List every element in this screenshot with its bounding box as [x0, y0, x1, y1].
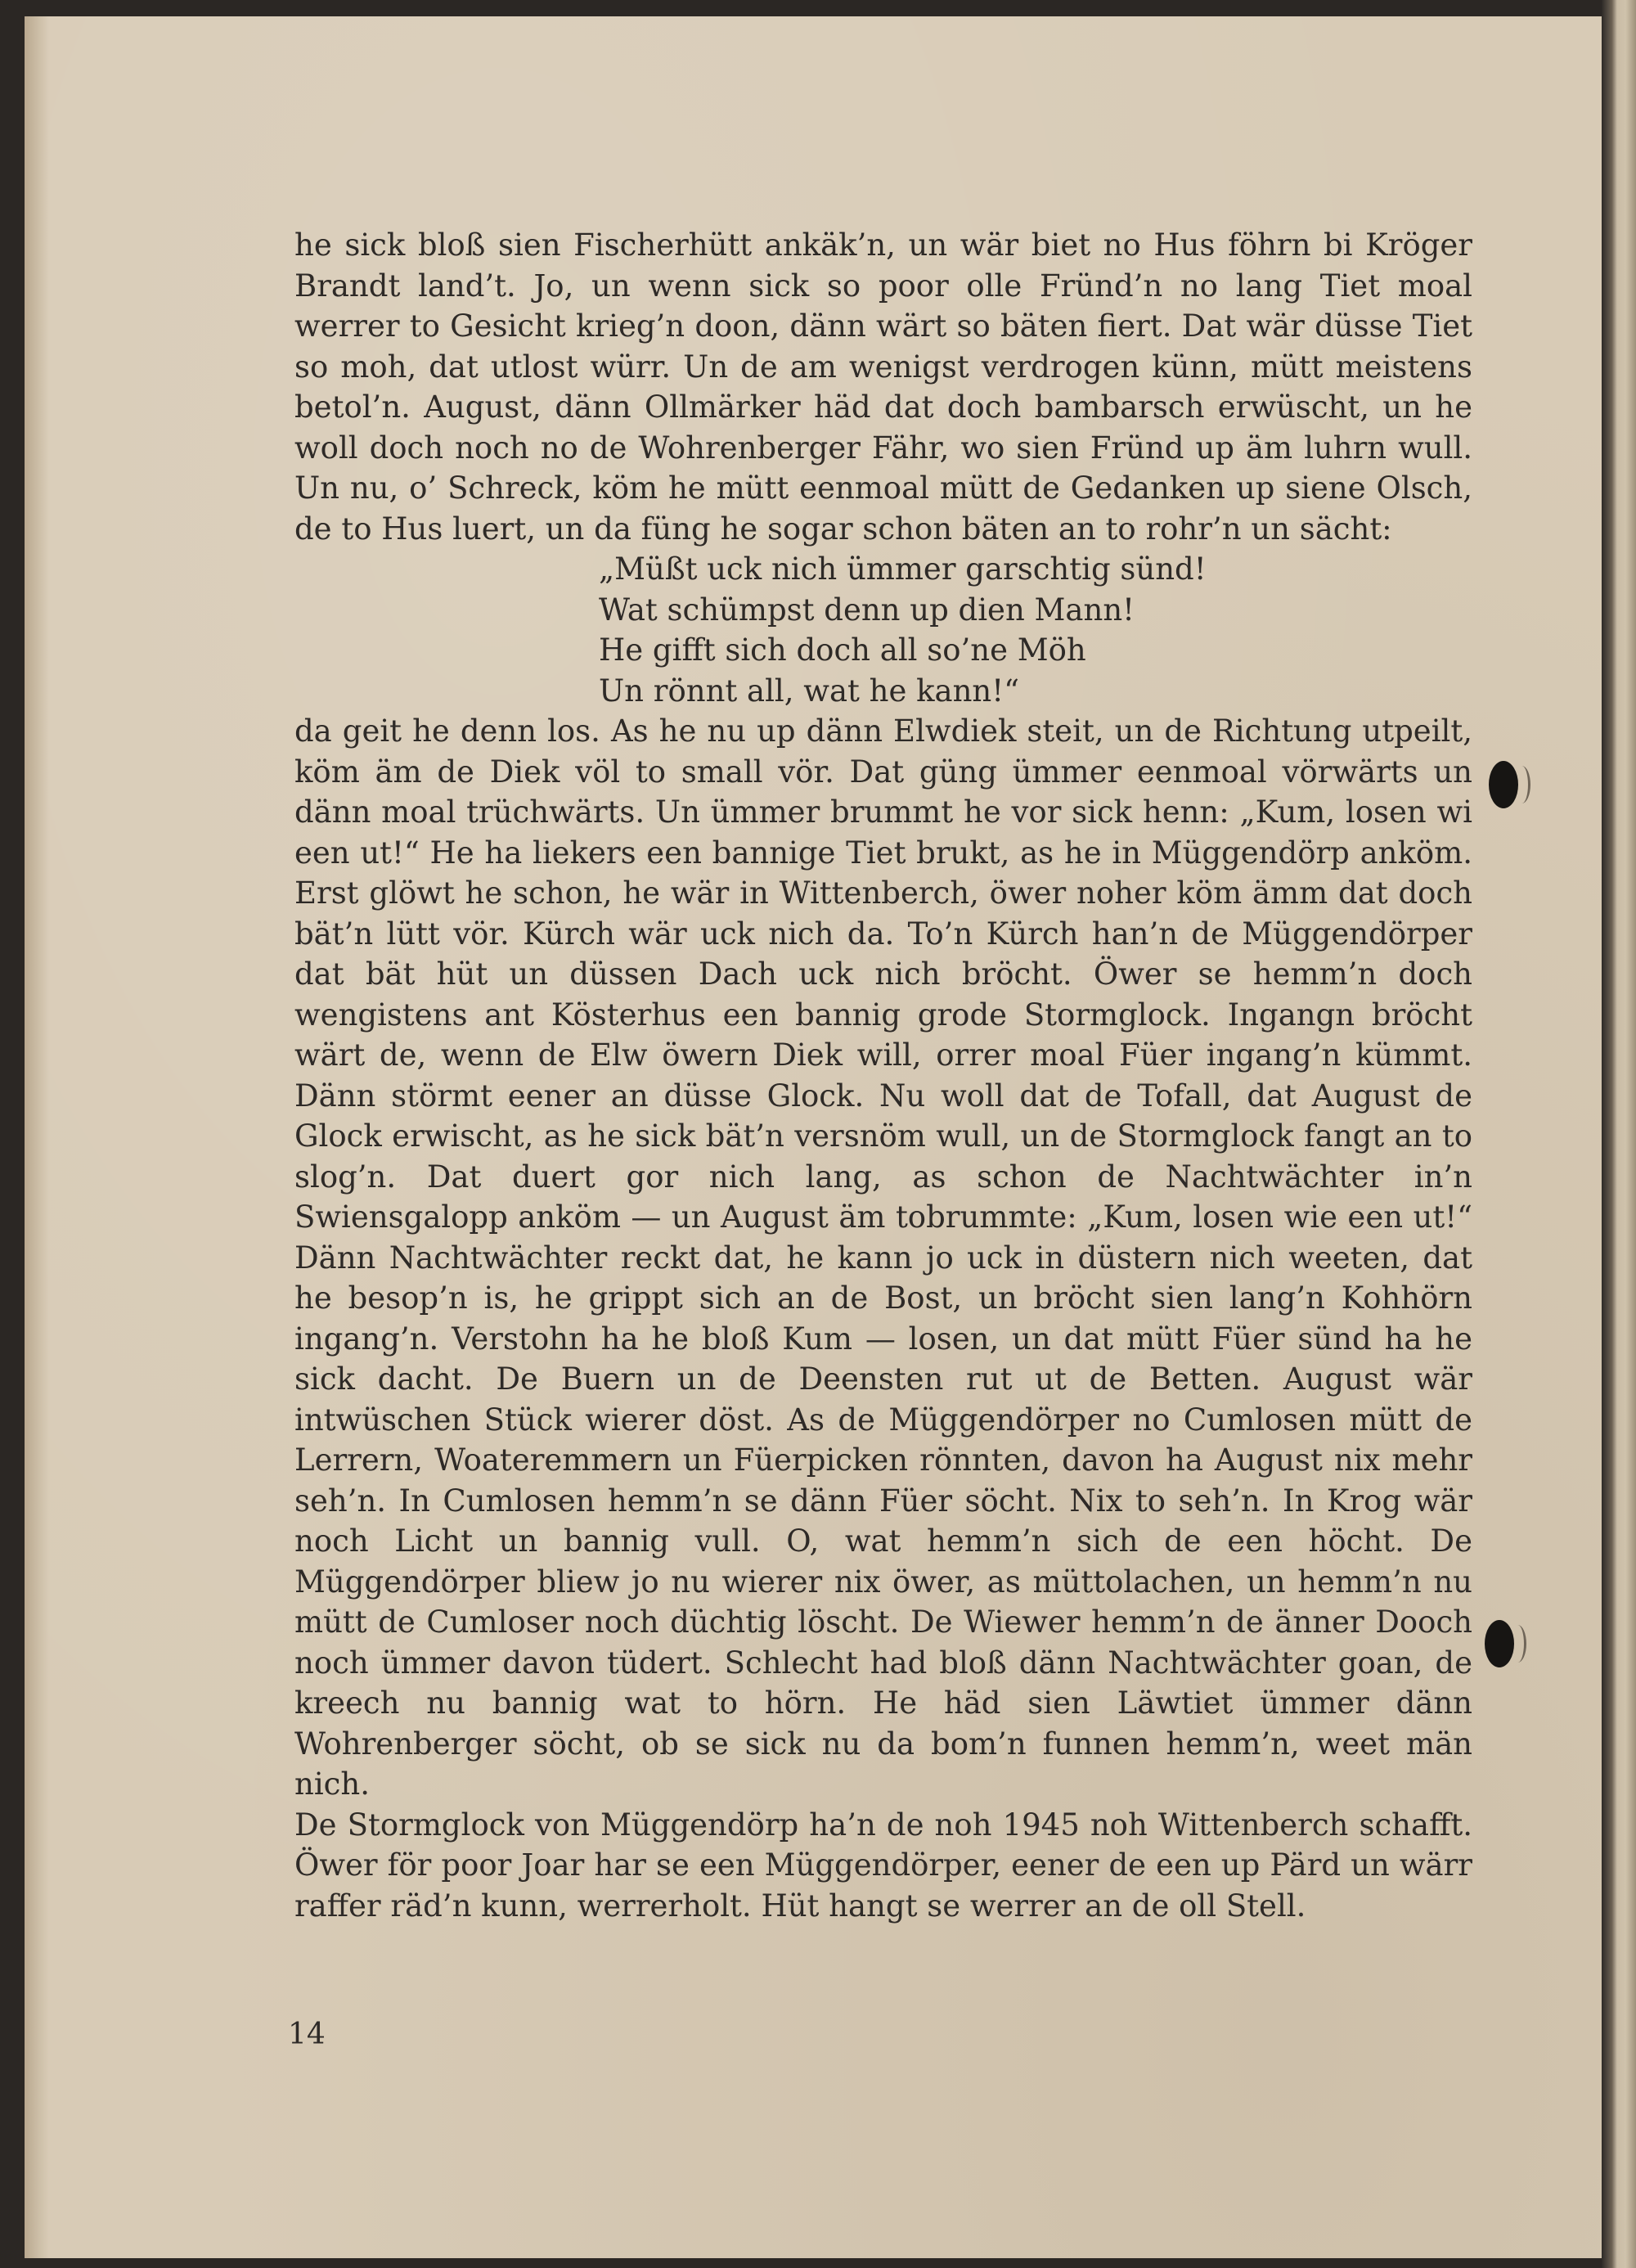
binding-hole-bottom	[1485, 1620, 1514, 1667]
binding-hole-top	[1489, 761, 1518, 808]
paragraph-3: De Stormglock von Müggendörp ha’n de noh 1945 noh Wittenberch schafft. Öwer för poor Joar har se een Müggendörper, eener de een up Pärd un wärr raffer räd’n kunn, werrerholt. Hüt hangt se werrer an de oll Stell.	[294, 1807, 1472, 1924]
verse-line: He gifft sich doch all so’ne Möh	[599, 632, 1086, 668]
book-page	[25, 16, 1603, 2258]
body-text	[294, 225, 1472, 1926]
verse-line: Un rönnt all, wat he kann!“	[599, 673, 1020, 709]
page-left-edge	[25, 16, 49, 2258]
verse-line: Wat schümpst denn up dien Mann!	[599, 592, 1135, 628]
verse-line: „Müßt uck nich ümmer garschtig sünd!	[599, 551, 1207, 587]
verse-block	[599, 549, 1472, 711]
page-number: 14	[288, 2018, 326, 2051]
paragraph-1: he sick bloß sien Fischerhütt ankäk’n, un wär biet no Hus föhrn bi Kröger Brandt land’t. Jo, un wenn sick so poor olle Fründ’n no lang Tiet moal werrer to Gesicht krieg’n doon, dänn wärt so bäten fiert. Dat wär düsse Tiet so moh, dat utlost würr. Un de am wenigst verdrogen künn, mütt meistens betol’n. August, dänn Ollmärker häd dat doch bambarsch erwüscht, un he woll doch noch no de Wohrenberger Fähr, wo sien Fründ up äm luhrn wull. Un nu, o’ Schreck, köm he mütt eenmoal mütt de Gedanken up siene Olsch, de to Hus luert, un da füng he sogar schon bäten an to rohr’n un sächt:	[294, 227, 1472, 547]
book-binding	[1602, 0, 1636, 2268]
paragraph-2: da geit he denn los. As he nu up dänn Elwdiek steit, un de Richtung utpeilt, köm äm de Diek völ to small vör. Dat güng ümmer eenmoal vörwärts un dänn moal trüchwärts. Un ümmer brummt he vor sick henn: „Kum, losen wi een ut!“ He ha liekers een bannige Tiet brukt, as he in Müggendörp anköm. Erst glöwt he schon, he wär in Wittenberch, öwer noher köm ämm dat doch bät’n lütt vör. Kürch wär uck nich da. To’n Kürch han’n de Müggendörper dat bät hüt un düssen Dach uck nich bröcht. Öwer se hemm’n doch wengistens ant Kösterhus een bannig grode Stormglock. Ingangn bröcht wärt de, wenn de Elw öwern Diek will, orrer moal Füer ingang’n kümmt. Dänn störmt eener an düsse Glock. Nu woll dat de Tofall, dat August de Glock erwischt, as he sick bät’n versnöm wull, un de Stormglock fangt an to slog’n. Dat duert gor nich lang, as schon de Nachtwächter in’n Swiensgalopp anköm — un August äm tobrummte: „Kum, losen wie een ut!“ Dänn Nachtwächter reckt dat, he kann jo uck in düstern nich weeten, dat he besop’n is, he grippt sich an de Bost, un bröcht sien lang’n Kohhörn ingang’n. Verstohn ha he bloß Kum — losen, un dat mütt Füer sünd ha he sick dacht. De Buern un de Deensten rut ut de Betten. August wär intwüschen Stück wierer döst. As de Müggendörper no Cumlosen mütt de Lerrern, Woateremmern un Füerpicken rönnten, davon ha August nix mehr seh’n. In Cumlosen hemm’n se dänn Füer söcht. Nix to seh’n. In Krog wär noch Licht un bannig vull. O, wat hemm’n sich de een höcht. De Müggendörper bliew jo nu wierer nix öwer, as müttolachen, un hemm’n nu mütt de Cumloser noch düchtig löscht. De Wiewer hemm’n de änner Dooch noch ümmer davon tüdert. Schlecht had bloß dänn Nachtwächter goan, de kreech nu bannig wat to hörn. He häd sien Läwtiet ümmer dänn Wohrenberger söcht, ob se sick nu da bom’n funnen hemm’n, weet män nich.	[294, 713, 1472, 1802]
